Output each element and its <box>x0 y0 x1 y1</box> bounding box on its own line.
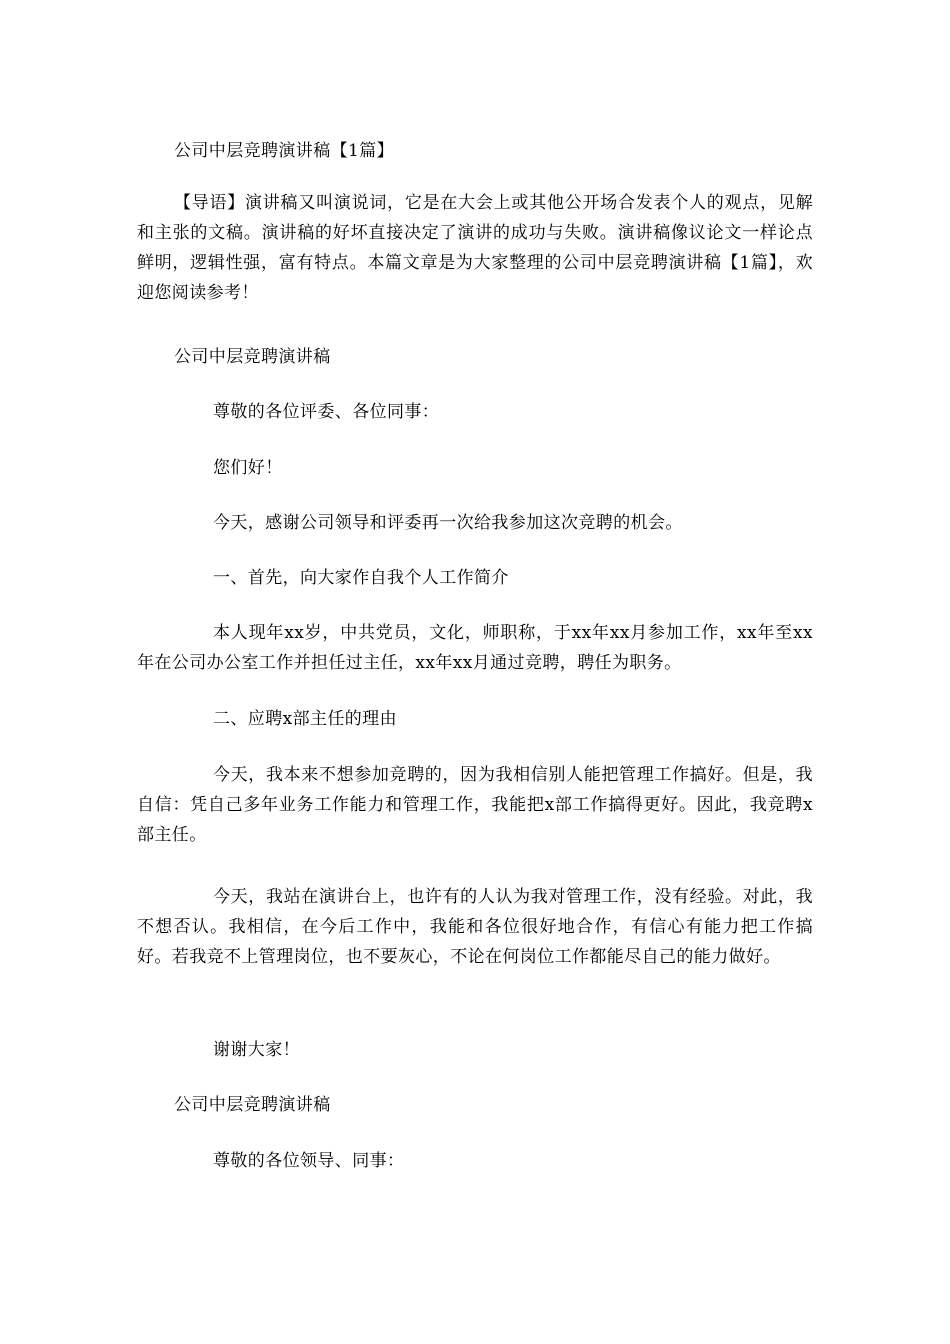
speech-heading-2: 公司中层竞聘演讲稿 <box>174 1095 331 1115</box>
closing-line: 谢谢大家！ <box>213 1040 300 1060</box>
profile-paragraph: 本人现年xx岁，中共党员，文化，师职称，于xx年xx月参加工作，xx年至xx年在公司办公室工作并担任过主任，xx年xx月通过竞聘，聘任为职务。 <box>137 623 813 673</box>
section-heading-1: 一、首先，向大家作自我个人工作简介 <box>213 568 509 588</box>
salutation-1: 尊敬的各位评委、各位同事： <box>213 402 440 422</box>
intro-paragraph: 【导语】演讲稿又叫演说词，它是在大会上或其他公开场合发表个人的观点，见解和主张的文稿。演讲稿的好坏直接决定了演讲的成功与失败。演讲稿像议论文一样论点鲜明，逻辑性强，富有特点。本篇文章是为大家整理的公司中层竞聘演讲稿【1篇】，欢迎您阅读参考！ <box>137 193 813 303</box>
speech-heading-1: 公司中层竞聘演讲稿 <box>174 347 331 367</box>
thanks-paragraph: 今天，感谢公司领导和评委再一次给我参加这次竞聘的机会。 <box>213 513 683 533</box>
confidence-paragraph: 今天，我站在演讲台上，也许有的人认为我对管理工作，没有经验。对此，我不想否认。我相信，在今后工作中，我能和各位很好地合作，有信心有能力把工作搞好。若我竞不上管理岗位，也不要灰心，不论在何岗位工作都能尽自己的能力做好。 <box>137 887 813 967</box>
greeting: 您们好！ <box>213 458 283 478</box>
reason-paragraph: 今天，我本来不想参加竞聘的，因为我相信别人能把管理工作搞好。但是，我自信：凭自己多年业务工作能力和管理工作，我能把x部工作搞得更好。因此，我竞聘x部主任。 <box>137 765 813 845</box>
salutation-2: 尊敬的各位领导、同事： <box>213 1151 405 1171</box>
section-heading-2: 二、应聘x部主任的理由 <box>213 709 397 729</box>
document-title: 公司中层竞聘演讲稿【1篇】 <box>174 141 395 161</box>
